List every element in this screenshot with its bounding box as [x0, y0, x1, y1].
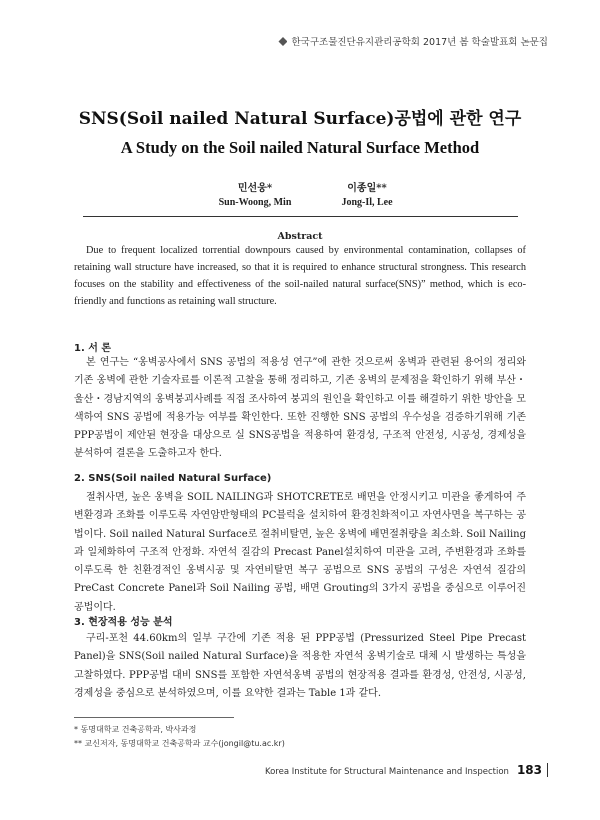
section-3-body: 구리-포천 44.60km의 일부 구간에 기존 적용 된 PPP공법 (Pressurized Steel Pipe Precast Panel)을 SNS(Soil nailed Natural Surface)을 적용한 자연석 옹벽기술로 대체 시 발생하는 특성을 고찰하였다. PPP공법 대비 SNS를 포함한 자연석옹벽 공법의 현장적용 결과를 환경성, 안전성, 시공성, 경제성을 중심으로 분석하였으며, 이를 요약한 결과는 Table 1과 같다. [74, 633, 526, 699]
footnote-2: ** 교신저자, 동명대학교 건축공학과 교수(jongil@tu.ac.kr) [74, 739, 285, 748]
abstract-text: Due to frequent localized torrential downpours caused by environmental contamination, collapses of retaining wall structure have increased, so that it is required to enhance structural strongness. This research focuses on the stability and effectiveness of the soil-nailed natural surface(SNS)” method, which is eco-friendly and functions as retaining wall structure. [74, 245, 526, 307]
title-english: A Study on the Soil nailed Natural Surface Method [120, 138, 480, 157]
title-korean: SNS(Soil nailed Natural Surface)공법에 관한 연구 [78, 109, 522, 129]
author-2-name-en: Jong-Il, Lee [341, 197, 393, 208]
footnote-1: * 동명대학교 건축공학과, 박사과정 [74, 725, 197, 734]
abstract-heading: Abstract [277, 231, 323, 242]
journal-header [278, 34, 548, 48]
section-2-heading: 2. SNS(Soil nailed Natural Surface) [74, 473, 272, 484]
section-1-body: 본 연구는 “옹벽공사에서 SNS 공법의 적용성 연구”에 관한 것으로써 옹벽과 관련된 용어의 정리와 기존 옹벽에 관한 기술자료를 이론적 고찰을 통해 정리하고, 기존 옹벽의 문제점을 확인하기 위해 부산・울산・경남지역의 옹벽붕괴사례를 직접 조사하여 붕괴의 원인을 확인하고 이를 해결하기 위한 방안을 모색하여 SNS 공법에 적용가능 여부를 확인한다. 또한 진행한 SNS 공법의 우수성을 검증하기위해 기존 PPP공법이 제안된 현장을 대상으로 실 SNS공법을 적용하여 환경성, 구조적 안전성, 시공성, 경제성을 분석하여 결론을 도출하고자 한다. [74, 357, 526, 460]
section-3-heading: 3. 현장적용 성능 분석 [74, 617, 173, 628]
journal-name: 한국구조물진단유지관리공학회 2017년 봄 학술발표회 논문집 [291, 37, 548, 48]
author-1-name-ko: 민선웅* [237, 183, 273, 194]
title-divider [83, 216, 518, 217]
footer-institute: Korea Institute for Structural Maintenance and Inspection [264, 767, 509, 777]
footnote-divider [74, 717, 234, 718]
author-2-name-ko: 이종일** [347, 183, 387, 194]
page-number: 183 [517, 763, 548, 777]
diamond-bullet-icon [278, 37, 287, 46]
section-2-body: 절취사면, 높은 옹벽을 SOIL NAILING과 SHOTCRETE로 배면을 안정시키고 미관을 좋게하여 주변환경과 조화를 이루도록 자연암반형태의 PC블럭을 설치하여 환경친화적이고 자연사면을 복구하는 공법이다. Soil nailed Natural Surface로 절취비탈면, 높은 옹벽에 배면절취량을 최소화. Soil Nailing 과 일체화하여 구조적 안정화. 자연석 질감의 Precast Panel설치하여 미관을 고려, 주변환경과 조화를 이루도록 한 친환경적인 옹벽시공 및 자연비탈면 복구 공법으로 SNS 공법의 구성은 자연석 질감의 PreCast Concrete Panel과 Soil Nailing 공법, 배면 Grouting의 3가지 공법을 중심으로 이루어진 공법이다. [74, 492, 526, 613]
section-1-heading: 1. 서 론 [74, 343, 112, 354]
page-footer [265, 763, 548, 777]
author-1-name-en: Sun-Woong, Min [218, 197, 292, 208]
